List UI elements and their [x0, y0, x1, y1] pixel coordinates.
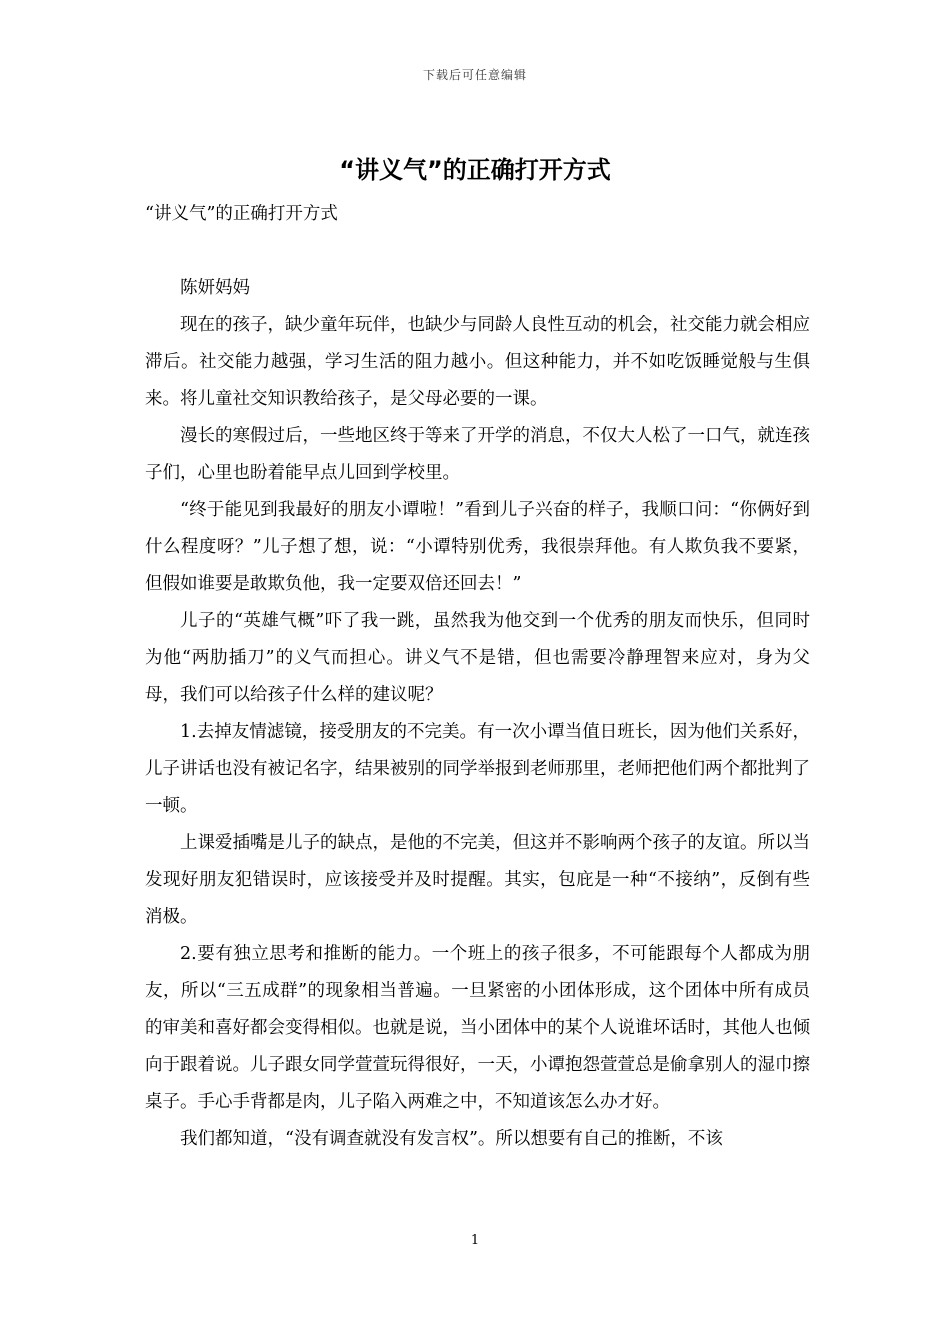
document-title: “讲义气”的正确打开方式: [339, 156, 611, 184]
paragraph: 2.要有独立思考和推断的能力。一个班上的孩子很多，不可能跟每个人都成为朋友，所以“三五成群”的现象相当普遍。一旦紧密的小团体形成，这个团体中所有成员的审美和喜好都会变得相似。也就是说，当小团体中的某个人说谁坏话时，其他人也倾向于跟着说。儿子跟女同学萱萱玩得很好，一天，小谭抱怨萱萱总是偷拿别人的湿巾擦桌子。手心手背都是肉，儿子陷入两难之中，不知道该怎么办才好。: [145, 944, 810, 1112]
header-note: 下载后可任意编辑: [422, 68, 527, 82]
paragraph: 上课爱插嘴是儿子的缺点，是他的不完美，但这并不影响两个孩子的友谊。所以当发现好朋友犯错误时，应该接受并及时提醒。其实，包庇是一种“不接纳”，反倒有些消极。: [145, 833, 810, 927]
paragraph: 我们都知道，“没有调查就没有发言权”。所以想要有自己的推断，不该: [180, 1129, 723, 1149]
paragraph: 1.去掉友情滤镜，接受朋友的不完美。有一次小谭当值日班长，因为他们关系好，儿子讲话也没有被记名字，结果被别的同学举报到老师那里，老师把他们两个都批判了一顿。: [145, 722, 810, 816]
document-subtitle: “讲义气”的正确打开方式: [145, 204, 338, 224]
paragraph: 儿子的“英雄气概”吓了我一跳，虽然我为他交到一个优秀的朋友而快乐，但同时为他“两肋插刀”的义气而担心。讲义气不是错，但也需要冷静理智来应对，身为父母，我们可以给孩子什么样的建议呢？: [145, 611, 810, 705]
paragraph: “终于能见到我最好的朋友小谭啦！”看到儿子兴奋的样子，我顺口问：“你俩好到什么程度呀？”儿子想了想，说：“小谭特别优秀，我很崇拜他。有人欺负我不要紧，但假如谁要是敢欺负他，我一定要双倍还回去！”: [145, 500, 810, 594]
paragraph: 现在的孩子，缺少童年玩伴，也缺少与同龄人良性互动的机会，社交能力就会相应滞后。社交能力越强，学习生活的阻力越小。但这种能力，并不如吃饭睡觉般与生俱来。将儿童社交知识教给孩子，是父母必要的一课。: [145, 315, 810, 409]
paragraph: 漫长的寒假过后，一些地区终于等来了开学的消息，不仅大人松了一口气，就连孩子们，心里也盼着能早点儿回到学校里。: [145, 426, 810, 483]
page-number: 1: [470, 1233, 480, 1248]
document-body: [145, 196, 810, 1158]
author-line: 陈妍妈妈: [180, 278, 250, 298]
